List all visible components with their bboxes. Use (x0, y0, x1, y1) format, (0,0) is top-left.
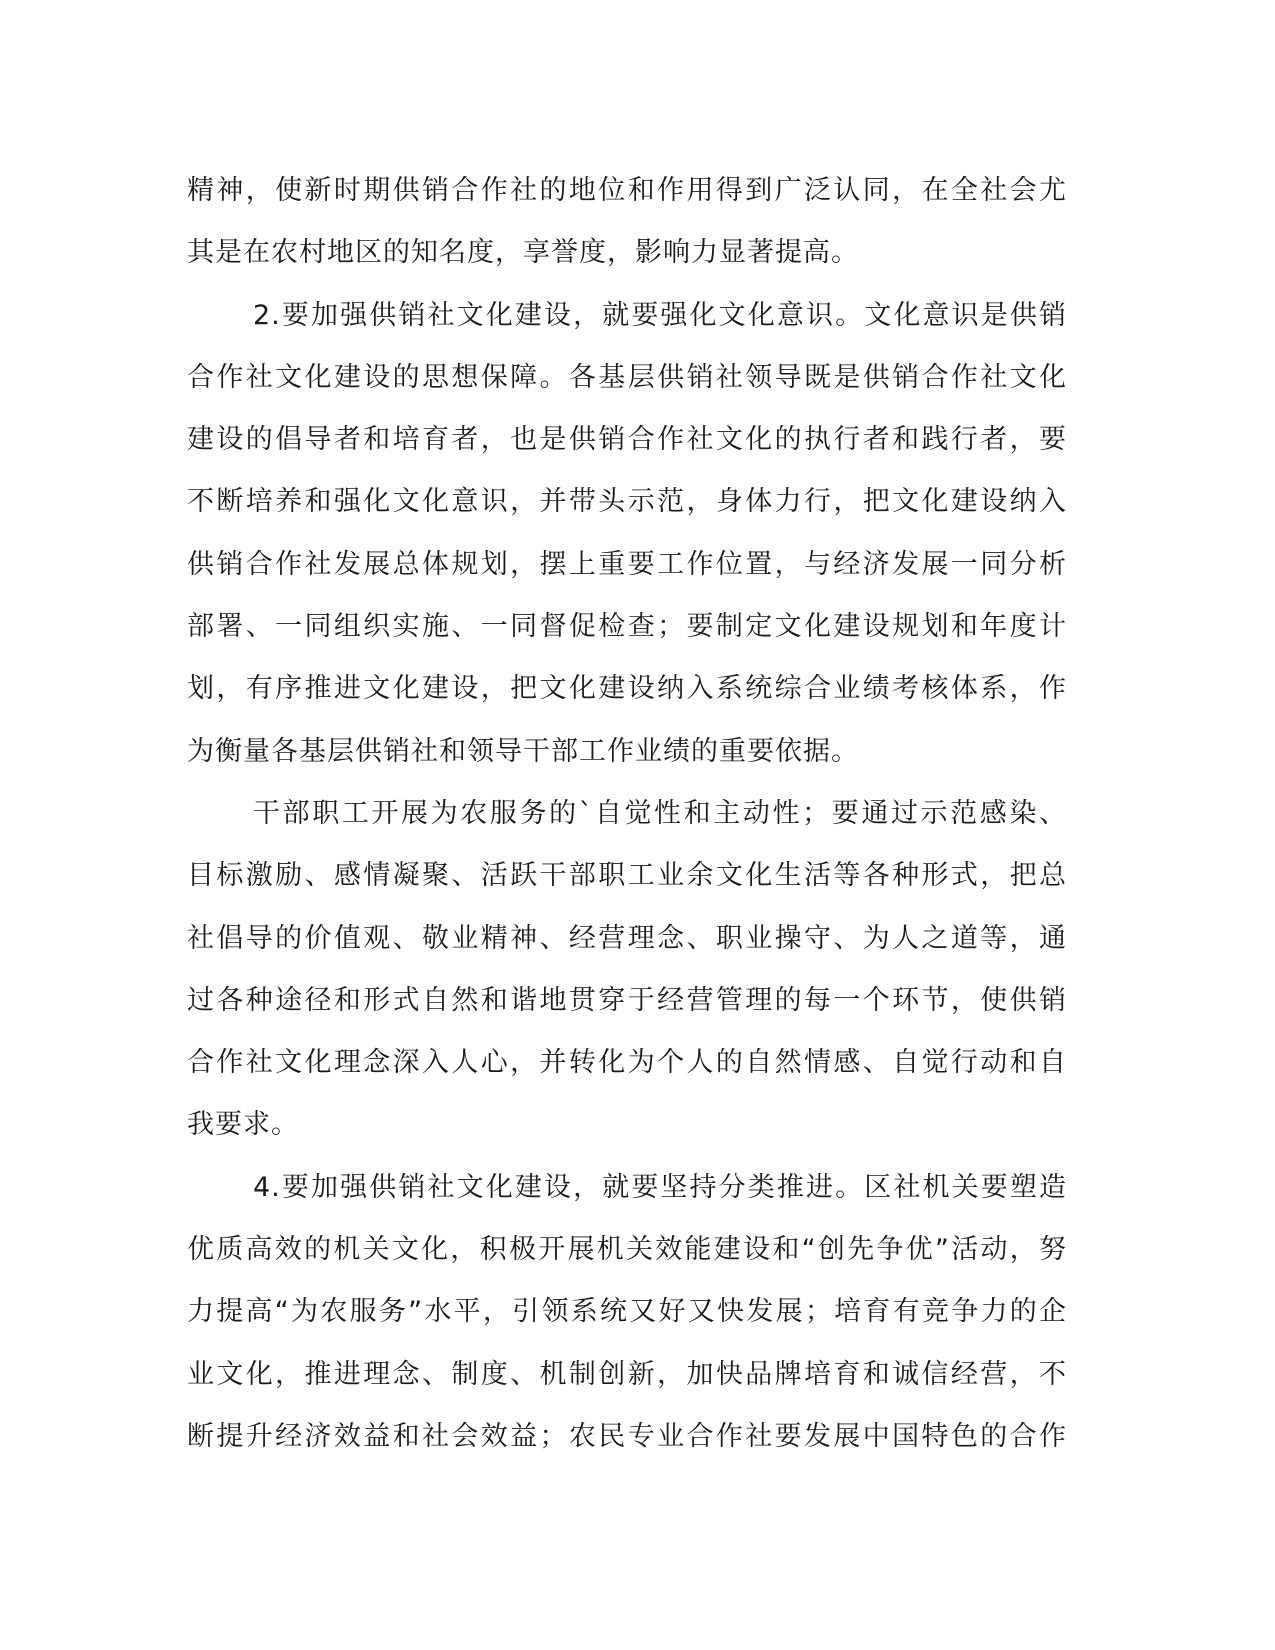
text-line: 过各种途径和形式自然和谐地贯穿于经营管理的每一个环节，使供销 (187, 984, 1067, 1016)
text-line: 力提高“为农服务”水平，引领系统又好又快发展；培育有竞争力的企 (187, 1296, 1067, 1328)
text-line: 4.要加强供销社文化建设，就要坚持分类推进。区社机关要塑造 (253, 1171, 1067, 1203)
text-line: 为衡量各基层供销社和领导干部工作业绩的重要依据。 (187, 735, 859, 767)
text-line: 建设的倡导者和培育者，也是供销合作社文化的执行者和践行者，要 (187, 424, 1067, 456)
text-line: 断提升经济效益和社会效益；农民专业合作社要发展中国特色的合作 (187, 1420, 1067, 1452)
text-line: 合作社文化建设的思想保障。各基层供销社领导既是供销合作社文化 (187, 361, 1067, 393)
text-line: 目标激励、感情凝聚、活跃干部职工业余文化生活等各种形式，把总 (187, 860, 1067, 892)
text-line: 合作社文化理念深入人心，并转化为个人的自然情感、自觉行动和自 (187, 1047, 1067, 1079)
text-line: 部署、一同组织实施、一同督促检查；要制定文化建设规划和年度计 (187, 611, 1067, 643)
text-line: 供销合作社发展总体规划，摆上重要工作位置，与经济发展一同分析 (187, 548, 1067, 580)
text-line: 精神，使新时期供销合作社的地位和作用得到广泛认同，在全社会尤 (187, 175, 1067, 206)
text-line: 干部职工开展为农服务的`自觉性和主动性；要通过示范感染、 (253, 797, 1067, 829)
text-line: 其是在农村地区的知名度，享誉度，影响力显著提高。 (187, 237, 859, 269)
text-line: 优质高效的机关文化，积极开展机关效能建设和“创先争优”活动，努 (187, 1234, 1067, 1266)
text-line: 划，有序推进文化建设，把文化建设纳入系统综合业绩考核体系，作 (187, 673, 1067, 705)
text-line: 我要求。 (187, 1109, 299, 1141)
text-line: 2.要加强供销社文化建设，就要强化文化意识。文化意识是供销 (253, 299, 1067, 331)
text-line: 不断培养和强化文化意识，并带头示范，身体力行，把文化建设纳入 (187, 486, 1067, 518)
document-body (187, 160, 1067, 1468)
text-line: 社倡导的价值观、敬业精神、经营理念、职业操守、为人之道等，通 (187, 922, 1067, 954)
text-line: 业文化，推进理念、制度、机制创新，加快品牌培育和诚信经营，不 (187, 1358, 1067, 1390)
